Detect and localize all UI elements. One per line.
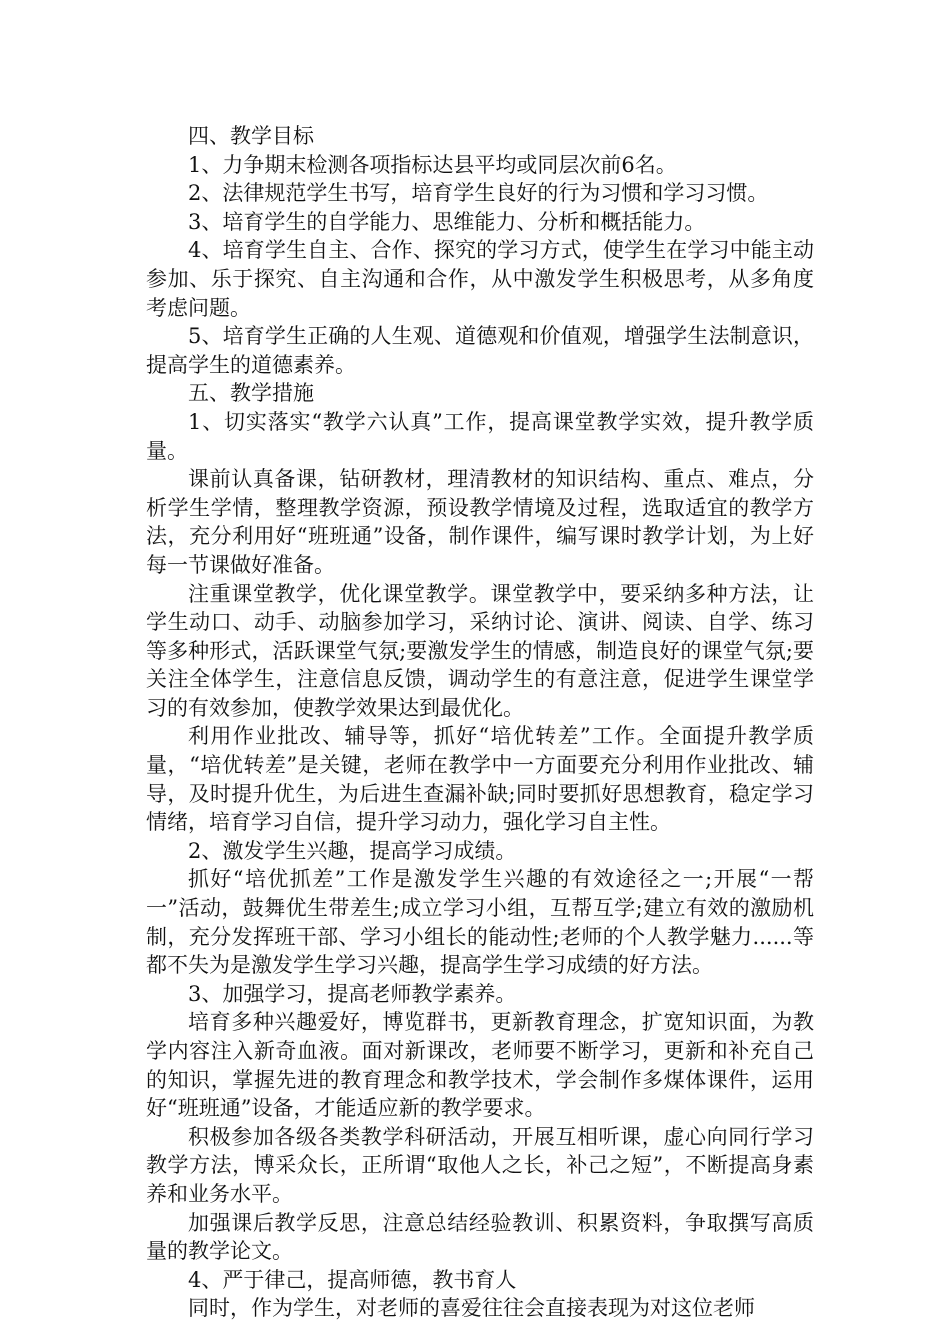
measure-paragraph: 积极参加各级各类教学科研活动，开展互相听课，虚心向同行学习教学方法，博采众长，正所谓“取他人之长，补己之短”，不断提高身素养和业务水平。 — [146, 1124, 814, 1206]
goal-item-4: 4、培育学生自主、合作、探究的学习方式，使学生在学习中能主动参加、乐于探究、自主沟通和合作，从中激发学生积极思考，从多角度考虑问题。 — [146, 238, 814, 320]
measure-paragraph: 培育多种兴趣爱好，博览群书，更新教育理念，扩宽知识面，为教学内容注入新奇血液。面对新课改，老师要不断学习，更新和补充自己的知识，掌握先进的教育理念和教学技术，学会制作多煤体课件，运用好“班班通”设备，才能适应新的教学要求。 — [146, 1010, 814, 1121]
measure-paragraph: 同时，作为学生，对老师的喜爱往往会直接表现为对这位老师 — [188, 1296, 755, 1321]
measure-paragraph: 利用作业批改、辅导等，抓好“培优转差”工作。全面提升教学质量，“培优转差”是关键，老师在教学中一方面要充分利用作业批改、辅导，及时提升优生，为后进生查漏补缺;同时要抓好思想教育，稳定学习情绪，培育学习自信，提升学习动力，强化学习自主性。 — [146, 724, 814, 835]
goal-item-3: 3、培育学生的自学能力、思维能力、分析和概括能力。 — [188, 209, 706, 234]
measure-2-title: 2、激发学生兴趣，提高学习成绩。 — [188, 838, 517, 863]
document-body — [146, 122, 814, 1323]
section-heading-measures: 五、教学措施 — [188, 381, 314, 406]
goal-item-1: 1、力争期末检测各项指标达县平均或同层次前6名。 — [188, 152, 677, 177]
measure-paragraph: 注重课堂教学，优化课堂教学。课堂教学中，要采纳多种方法，让学生动口、动手、动脑参加学习，采纳讨论、演讲、阅读、自学、练习等多种形式，活跃课堂气氛;要激发学生的情感，制造良好的课堂气氛;要关注全体学生，注意信息反馈，调动学生的有意注意，促进学生课堂学习的有效参加，使教学效果达到最优化。 — [146, 581, 814, 720]
goal-item-5: 5、培育学生正确的人生观、道德观和价值观，增强学生法制意识，提高学生的道德素养。 — [146, 324, 814, 377]
measure-paragraph: 抓好“培优抓差”工作是激发学生兴趣的有效途径之一;开展“一帮一”活动，鼓舞优生带差生;成立学习小组，互帮互学;建立有效的激励机制，充分发挥班干部、学习小组长的能动性;老师的个人教学魅力......等都不失为是激发学生学习兴趣，提高学生学习成绩的好方法。 — [146, 867, 814, 978]
measure-paragraph: 课前认真备课，钻研教材，理清教材的知识结构、重点、难点，分析学生学情，整理教学资源，预设教学情境及过程，选取适宜的教学方法，充分利用好“班班通”设备，制作课件，编写课时教学计划，为上好每一节课做好准备。 — [146, 467, 814, 577]
measure-1-title: 1、切实落实“教学六认真”工作，提高课堂教学实效，提升教学质量。 — [146, 409, 814, 463]
measure-3-title: 3、加强学习，提高老师教学素养。 — [188, 981, 517, 1006]
goal-item-2: 2、法律规范学生书写，培育学生良好的行为习惯和学习习惯。 — [188, 181, 769, 206]
measure-4-title: 4、严于律己，提高师德，教书育人 — [188, 1267, 517, 1292]
measure-paragraph: 加强课后教学反思，注意总结经验教训、积累资料，争取撰写高质量的教学论文。 — [146, 1210, 814, 1264]
section-heading-goals: 四、教学目标 — [188, 124, 314, 148]
